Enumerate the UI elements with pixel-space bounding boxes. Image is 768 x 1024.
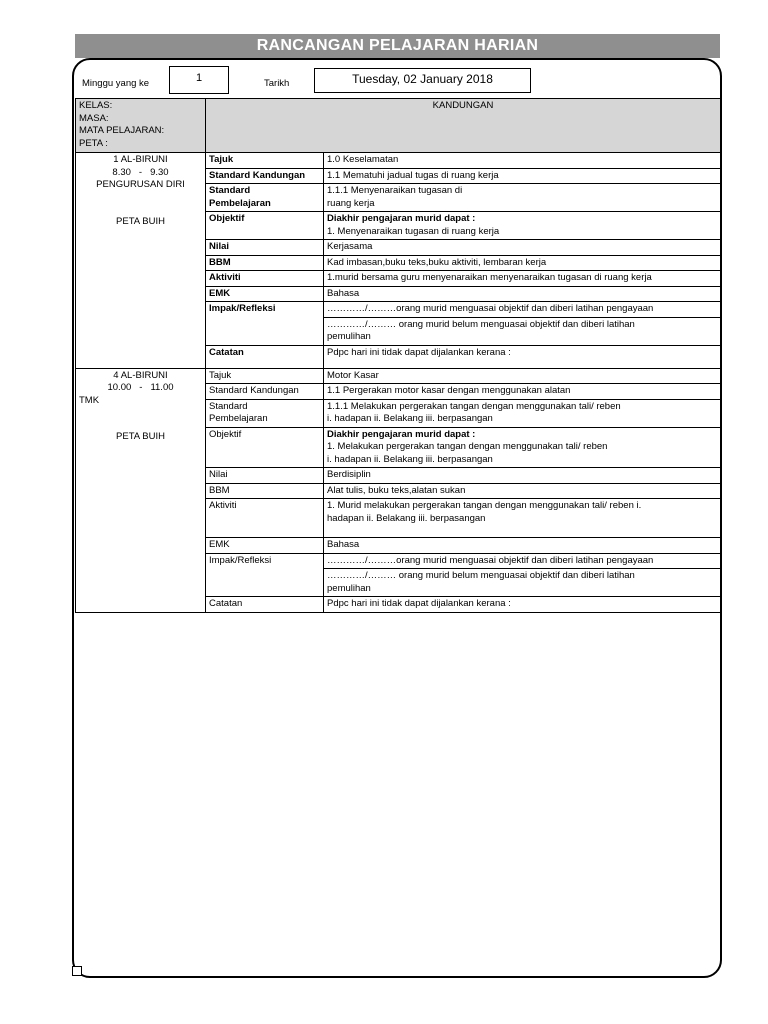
lesson1-bbm: Kad imbasan,buku teks,buku aktiviti, lembaran kerja bbox=[324, 255, 721, 271]
kelas-header: KELAS: bbox=[79, 100, 113, 111]
lesson1-impak1: …………/………orang murid menguasai objektif dan diberi latihan pengayaan bbox=[324, 302, 721, 318]
lesson2-sk-label: Standard Kandungan bbox=[206, 384, 324, 400]
lesson2-masa-sep: - bbox=[139, 382, 143, 393]
lesson2-impak-label: Impak/Refleksi bbox=[206, 553, 324, 597]
lesson2-objektif-line1: Diakhir pengajaran murid dapat : bbox=[327, 428, 476, 440]
lesson1-sp-line1: 1.1.1 Menyenaraikan tugasan di bbox=[327, 185, 463, 196]
lesson1-tajuk-label: Tajuk bbox=[206, 153, 324, 169]
lesson1-sp-label-line2: Pembelajaran bbox=[209, 197, 271, 209]
lesson2-aktiviti-label: Aktiviti bbox=[206, 499, 324, 538]
lesson2-objektif-label: Objektif bbox=[206, 427, 324, 468]
lesson1-aktiviti: 1.murid bersama guru menyenaraikan menyenaraikan tugasan di ruang kerja bbox=[324, 271, 721, 287]
lesson1-impak2-line2: pemulihan bbox=[327, 331, 371, 342]
minggu-label: Minggu yang ke bbox=[82, 78, 150, 89]
lesson1-peta: PETA BUIH bbox=[116, 215, 165, 227]
kelas-header-cell bbox=[76, 99, 206, 153]
lesson2-objektif-line3: i. hadapan ii. Belakang iii. berpasangan bbox=[327, 453, 493, 465]
lesson2-sp-line2: i. hadapan ii. Belakang iii. berpasangan bbox=[327, 413, 493, 424]
table-row bbox=[76, 368, 721, 384]
lesson1-sk: 1.1 Mematuhi jadual tugas di ruang kerja bbox=[324, 168, 721, 184]
lesson2-nilai-label: Nilai bbox=[206, 468, 324, 484]
lesson1-sk-label: Standard Kandungan bbox=[206, 168, 324, 184]
lesson2-sk: 1.1 Pergerakan motor kasar dengan menggunakan alatan bbox=[324, 384, 721, 400]
lesson2-nilai: Berdisiplin bbox=[324, 468, 721, 484]
minggu-field[interactable]: 1 bbox=[169, 66, 229, 94]
lesson2-tajuk: Motor Kasar bbox=[324, 368, 721, 384]
lesson1-info-cell bbox=[76, 153, 206, 369]
lesson2-masa-start: 10.00 bbox=[107, 382, 132, 393]
lesson2-sp-label-line1: Standard bbox=[209, 400, 248, 412]
lesson2-aktiviti-line2: hadapan ii. Belakang iii. berpasangan bbox=[327, 512, 486, 524]
lesson2-sp-line1: 1.1.1 Melakukan pergerakan tangan dengan menggunakan tali/ reben bbox=[327, 400, 621, 412]
page-title: RANCANGAN PELAJARAN HARIAN bbox=[75, 34, 720, 58]
mata-pelajaran-header: MATA PELAJARAN: bbox=[79, 125, 165, 136]
lesson2-subject: TMK bbox=[79, 394, 100, 406]
lesson1-aktiviti-label: Aktiviti bbox=[206, 271, 324, 287]
lesson1-emk-label: EMK bbox=[206, 286, 324, 302]
lesson2-catatan-label: Catatan bbox=[206, 597, 324, 613]
frame-corner-mark bbox=[72, 966, 82, 976]
lesson1-sp-label bbox=[206, 184, 324, 212]
lesson2-bbm-label: BBM bbox=[206, 483, 324, 499]
lesson1-masa-start: 8.30 bbox=[112, 166, 131, 178]
lesson2-tajuk-label: Tajuk bbox=[206, 368, 324, 384]
tarikh-label: Tarikh bbox=[264, 78, 290, 89]
lesson2-impak2-line1: …………/……… orang murid belum menguasai objektif dan diberi latihan bbox=[327, 570, 635, 581]
lesson1-impak2-line1: …………/……… orang murid belum menguasai objektif dan diberi latihan bbox=[327, 318, 635, 330]
lesson2-emk-label: EMK bbox=[206, 538, 324, 554]
lesson2-aktiviti-line1: 1. Murid melakukan pergerakan tangan dengan menggunakan tali/ reben i. bbox=[327, 500, 642, 511]
lesson2-kelas: 4 AL-BIRUNI bbox=[113, 369, 168, 381]
lesson2-aktiviti bbox=[324, 499, 721, 538]
lesson1-masa-sep: - bbox=[138, 166, 143, 178]
lesson2-bbm: Alat tulis, buku teks,alatan sukan bbox=[324, 483, 721, 499]
lesson1-subject: PENGURUSAN DIRI bbox=[96, 179, 185, 190]
lesson1-nilai-label: Nilai bbox=[206, 240, 324, 256]
lesson1-masa bbox=[79, 167, 202, 180]
lesson2-info-cell bbox=[76, 368, 206, 612]
lesson1-kelas: 1 AL-BIRUNI bbox=[113, 154, 168, 165]
table-row bbox=[76, 153, 721, 169]
lesson2-masa-end: 11.00 bbox=[150, 382, 174, 393]
lesson2-catatan: Pdpc hari ini tidak dapat dijalankan kerana : bbox=[324, 597, 721, 613]
peta-header: PETA : bbox=[79, 137, 108, 149]
lesson2-objektif-line2: 1. Melakukan pergerakan tangan dengan menggunakan tali/ reben bbox=[327, 441, 608, 452]
lesson2-impak2 bbox=[324, 569, 721, 597]
lesson1-objektif bbox=[324, 212, 721, 240]
lesson1-bbm-label: BBM bbox=[206, 255, 324, 271]
lesson1-sp-line2: ruang kerja bbox=[327, 197, 375, 209]
lesson1-objektif-line2: 1. Menyenaraikan tugasan di ruang kerja bbox=[327, 225, 500, 237]
lesson2-masa bbox=[79, 382, 202, 395]
lesson2-sp-label-line2: Pembelajaran bbox=[209, 413, 268, 424]
lesson2-sp bbox=[324, 399, 721, 427]
lesson1-masa-end: 9.30 bbox=[150, 166, 169, 178]
lesson2-impak2-line2: pemulihan bbox=[327, 582, 371, 594]
tarikh-field[interactable]: Tuesday, 02 January 2018 bbox=[314, 68, 531, 93]
lesson2-peta: PETA BUIH bbox=[116, 431, 165, 442]
table-header-row bbox=[76, 99, 721, 153]
masa-header: MASA: bbox=[79, 112, 109, 124]
lesson1-impak2 bbox=[324, 317, 721, 345]
lesson1-tajuk: 1.0 Keselamatan bbox=[324, 153, 721, 169]
kandungan-header: KANDUNGAN bbox=[206, 99, 721, 153]
lesson1-catatan-label: Catatan bbox=[206, 345, 324, 368]
lesson1-catatan: Pdpc hari ini tidak dapat dijalankan kerana : bbox=[324, 345, 721, 368]
lesson-plan-table bbox=[75, 98, 721, 613]
lesson1-emk: Bahasa bbox=[324, 286, 721, 302]
lesson2-emk: Bahasa bbox=[324, 538, 721, 554]
lesson1-sp bbox=[324, 184, 721, 212]
lesson2-impak1: …………/………orang murid menguasai objektif dan diberi latihan pengayaan bbox=[324, 553, 721, 569]
lesson2-objektif bbox=[324, 427, 721, 468]
lesson1-nilai: Kerjasama bbox=[324, 240, 721, 256]
lesson1-sp-label-line1: Standard bbox=[209, 185, 251, 196]
lesson1-objektif-label: Objektif bbox=[206, 212, 324, 240]
lesson2-sp-label bbox=[206, 399, 324, 427]
lesson1-impak-label: Impak/Refleksi bbox=[206, 302, 324, 346]
lesson1-objektif-line1: Diakhir pengajaran murid dapat : bbox=[327, 213, 476, 224]
